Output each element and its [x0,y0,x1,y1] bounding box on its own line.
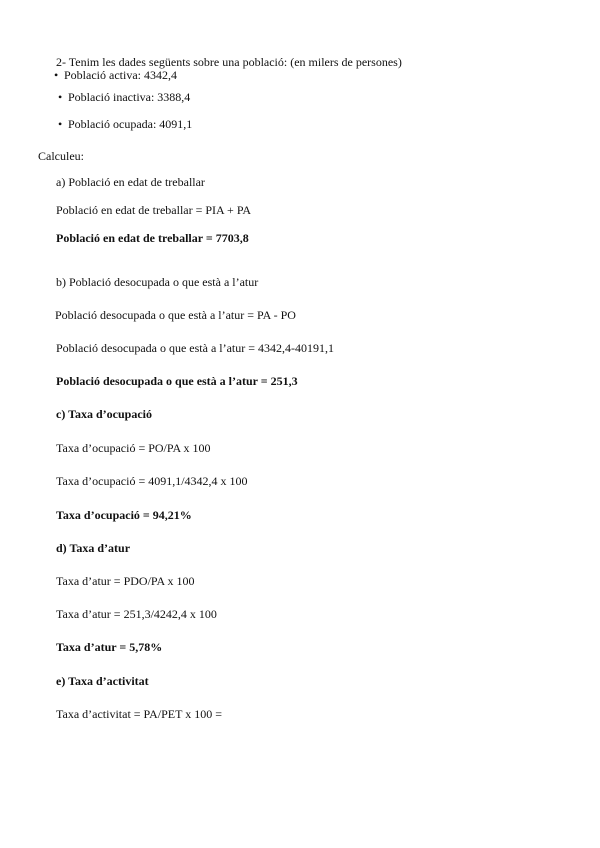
section-d-heading: d) Taxa d’atur [56,541,131,555]
section-e-formula: Taxa d’activitat = PA/PET x 100 = [56,707,223,721]
section-b-result: Població desocupada o que està a l’atur = 251,3 [56,374,298,388]
intro-text: 2- Tenim les dades següents sobre una població: (en milers de persones) [56,55,402,69]
bullet-label: Població inactiva: 3388,4 [68,90,191,104]
section-e-heading: e) Taxa d’activitat [56,674,149,688]
section-d-substitution: Taxa d’atur = 251,3/4242,4 x 100 [56,607,217,621]
section-a-result: Població en edat de treballar = 7703,8 [56,231,249,245]
calculeu-label: Calculeu: [38,149,84,163]
section-b-substitution: Població desocupada o que està a l’atur = 4342,4-40191,1 [56,341,335,355]
bullet-icon [54,68,64,82]
section-a-formula: Població en edat de treballar = PIA + PA [56,203,252,217]
section-c-result: Taxa d’ocupació = 94,21% [56,508,192,522]
section-c-substitution: Taxa d’ocupació = 4091,1/4342,4 x 100 [56,474,248,488]
bullet-icon [58,90,68,104]
section-c-heading: c) Taxa d’ocupació [56,407,153,421]
section-c-formula: Taxa d’ocupació = PO/PA x 100 [56,441,211,455]
section-d-result: Taxa d’atur = 5,78% [56,640,163,654]
bullet-icon [58,117,68,131]
section-b-formula: Població desocupada o que està a l’atur = PA - PO [55,308,296,322]
bullet-item-active [54,68,177,82]
section-d-formula: Taxa d’atur = PDO/PA x 100 [56,574,195,588]
section-b-heading: b) Població desocupada o que està a l’atur [56,275,259,289]
bullet-label: Població activa: 4342,4 [64,68,177,82]
bullet-item-inactive [58,90,190,104]
bullet-item-employed [58,117,192,131]
section-a-heading: a) Població en edat de treballar [56,175,205,189]
bullet-label: Població ocupada: 4091,1 [68,117,193,131]
